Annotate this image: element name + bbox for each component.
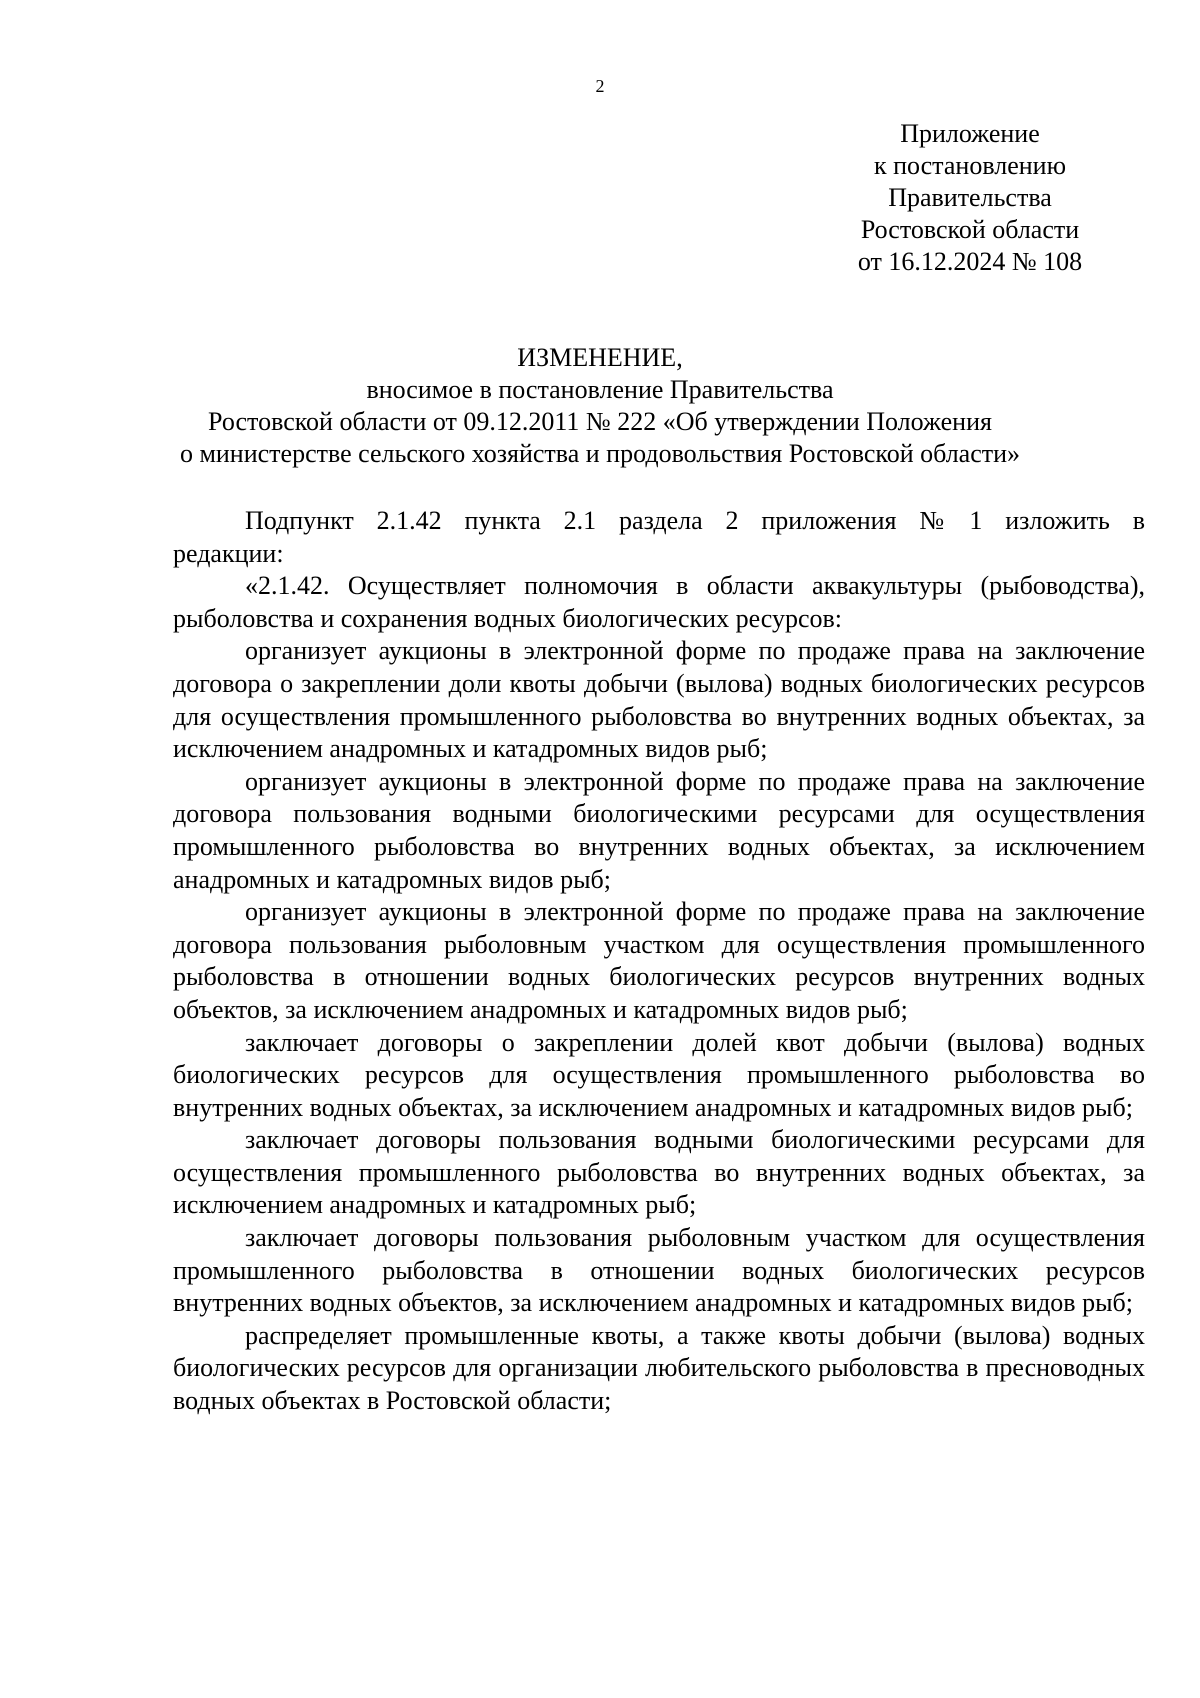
paragraph: организует аукционы в электронной форме по продаже права на заключение договора пользования водными биологическими ресурсами для осуществления промышленного рыболовства во внутренних водных объектах, за исключением анадромных и катадромных видов рыб; [173, 766, 1145, 894]
appendix-line: к постановлению [873, 151, 1067, 180]
title-heading: ИЗМЕНЕНИЕ, [517, 343, 683, 372]
paragraph: заключает договоры пользования водными биологическими ресурсами для осуществления промышленного рыболовства во внутренних водных объектах, за исключением анадромных и катадромных рыб; [173, 1125, 1145, 1220]
paragraph: заключает договоры пользования рыболовным участком для осуществления промышленного рыболовства в отношении водных биологических ресурсов внутренних водных объектов, за исключением анадромных и катадромных видов рыб; [173, 1223, 1145, 1318]
appendix-header [820, 118, 1120, 278]
title-line: Ростовской области от 09.12.2011 № 222 «Об утверждении Положения [208, 407, 992, 436]
paragraph: организует аукционы в электронной форме по продаже права на заключение договора о закреплении доли квоты добычи (вылова) водных биологических ресурсов для осуществления промышленного рыболовства во внутренних водных объектах, за исключением анадромных и катадромных видов рыб; [173, 636, 1145, 764]
appendix-line: Ростовской области [860, 215, 1080, 244]
appendix-line: Правительства [888, 183, 1052, 212]
document-title [140, 342, 1060, 470]
document-body [173, 505, 1145, 1418]
paragraph-item-heading: «2.1.42. Осуществляет полномочия в области аквакультуры (рыбоводства), рыболовства и сохранения водных биологических ресурсов: [173, 571, 1145, 633]
appendix-line: от 16.12.2024 № 108 [857, 247, 1083, 276]
title-line: вносимое в постановление Правительства [366, 375, 834, 404]
paragraph: организует аукционы в электронной форме по продаже права на заключение договора пользования рыболовным участком для осуществления промышленного рыболовства в отношении водных биологических ресурсов внутренних водных объектов, за исключением анадромных и катадромных видов рыб; [173, 897, 1145, 1024]
title-line: о министерстве сельского хозяйства и продовольствия Ростовской области» [179, 439, 1021, 468]
appendix-line: Приложение [900, 119, 1040, 148]
paragraph-intro: Подпункт 2.1.42 пункта 2.1 раздела 2 приложения № 1 изложить в редакции: [173, 506, 1145, 568]
paragraph: заключает договоры о закреплении долей квот добычи (вылова) водных биологических ресурсов для осуществления промышленного рыболовства во внутренних водных объектах, за исключением анадромных и катадромных видов рыб; [173, 1027, 1145, 1122]
paragraph: распределяет промышленные квоты, а также квоты добычи (вылова) водных биологических ресурсов для организации любительского рыболовства в пресноводных водных объектах в Ростовской области; [173, 1320, 1145, 1416]
page-number: 2 [595, 76, 605, 96]
